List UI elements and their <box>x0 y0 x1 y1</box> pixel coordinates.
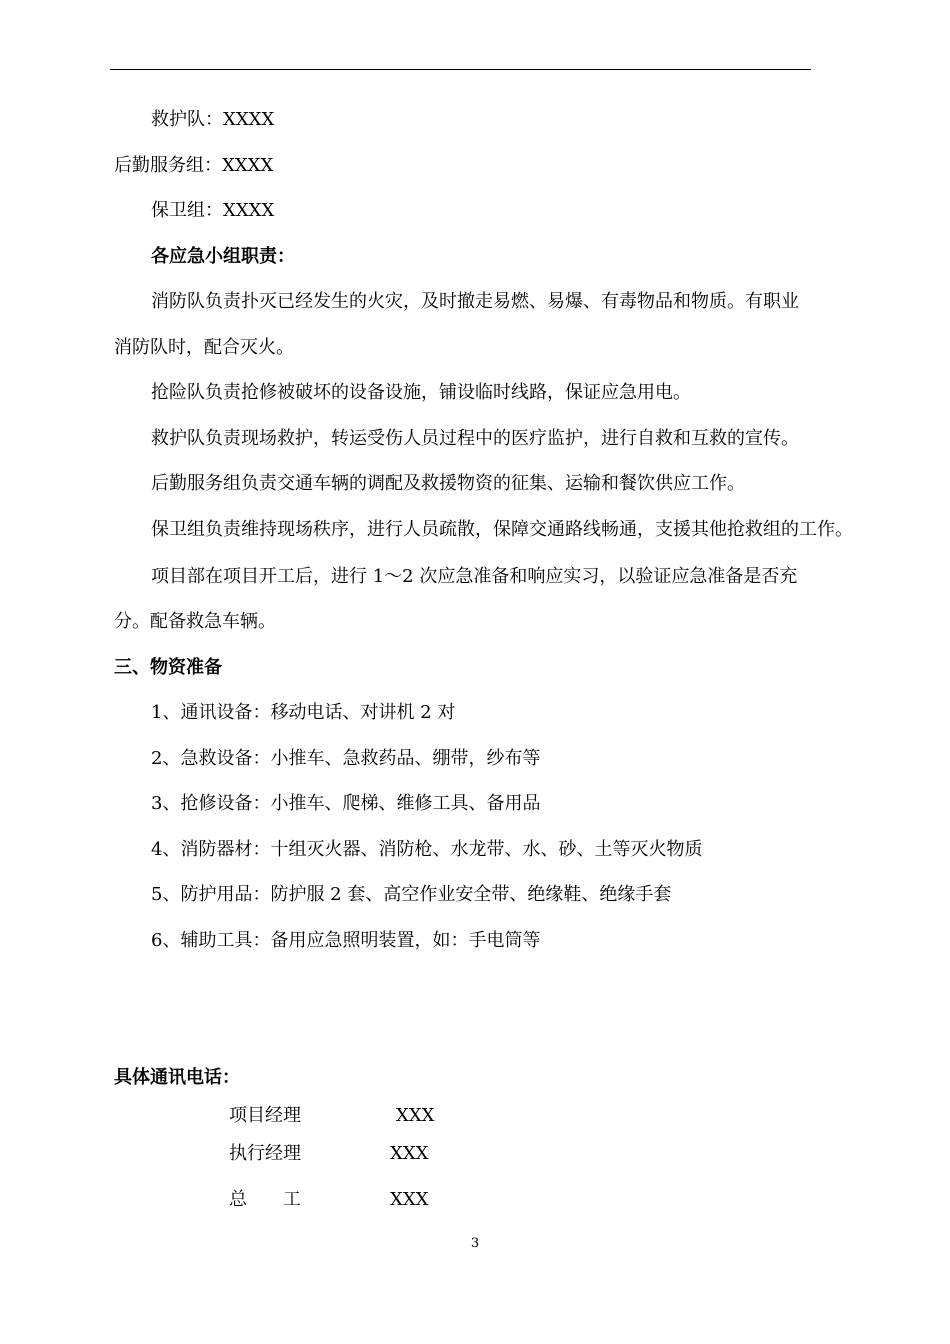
list-item-auxiliary: 6、辅助工具：备用应急照明装置，如：手电筒等 <box>151 930 541 951</box>
page-number: 3 <box>470 1236 480 1251</box>
paragraph-fire-team-line2: 消防队时，配合灭火。 <box>114 337 294 358</box>
paragraph-rescue-team: 救护队负责现场救护，转运受伤人员过程中的医疗监护，进行自救和互救的宣传。 <box>151 428 799 449</box>
paragraph-drill-line2: 分。配备救急车辆。 <box>114 611 276 632</box>
list-item-repair: 3、抢修设备：小推车、爬梯、维修工具、备用品 <box>151 793 541 814</box>
list-item-first-aid: 2、急救设备：小推车、急救药品、绷带，纱布等 <box>151 748 541 769</box>
section-heading-phones: 具体通讯电话： <box>114 1067 240 1088</box>
contact-role-em: 执行经理 <box>229 1143 301 1164</box>
section-heading-materials: 三、物资准备 <box>114 657 222 678</box>
text-line-security-group: 保卫组：XXXX <box>151 200 275 221</box>
section-heading-duties: 各应急小组职责： <box>151 246 295 267</box>
header-rule <box>110 69 811 70</box>
list-item-fire-equipment: 4、消防器材：十组灭火器、消防枪、水龙带、水、砂、土等灭火物质 <box>151 839 703 860</box>
paragraph-fire-team-line1: 消防队负责扑灭已经发生的火灾，及时撤走易燃、易爆、有毒物品和物质。有职业 <box>151 291 799 312</box>
contact-role-ce: 总 工 <box>229 1189 301 1210</box>
text-line-logistics-group: 后勤服务组：XXXX <box>114 155 274 176</box>
paragraph-logistics-group: 后勤服务组负责交通车辆的调配及救援物资的征集、运输和餐饮供应工作。 <box>151 473 745 494</box>
paragraph-drill-line1: 项目部在项目开工后，进行 1～2 次应急准备和响应实习，以验证应急准备是否充 <box>151 566 798 587</box>
contact-value-em: XXX <box>390 1143 429 1164</box>
contact-role-pm: 项目经理 <box>229 1105 301 1126</box>
paragraph-security-group: 保卫组负责维持现场秩序，进行人员疏散，保障交通路线畅通，支援其他抢救组的工作。 <box>151 519 853 540</box>
paragraph-repair-team: 抢险队负责抢修被破坏的设备设施，铺设临时线路，保证应急用电。 <box>151 382 691 403</box>
text-line-rescue-team: 救护队：XXXX <box>151 109 275 130</box>
contact-value-ce: XXX <box>390 1189 429 1210</box>
list-item-communication: 1、通讯设备：移动电话、对讲机 2 对 <box>151 702 456 723</box>
list-item-protection: 5、防护用品：防护服 2 套、高空作业安全带、绝缘鞋、绝缘手套 <box>151 884 672 905</box>
contact-value-pm: XXX <box>396 1105 435 1126</box>
